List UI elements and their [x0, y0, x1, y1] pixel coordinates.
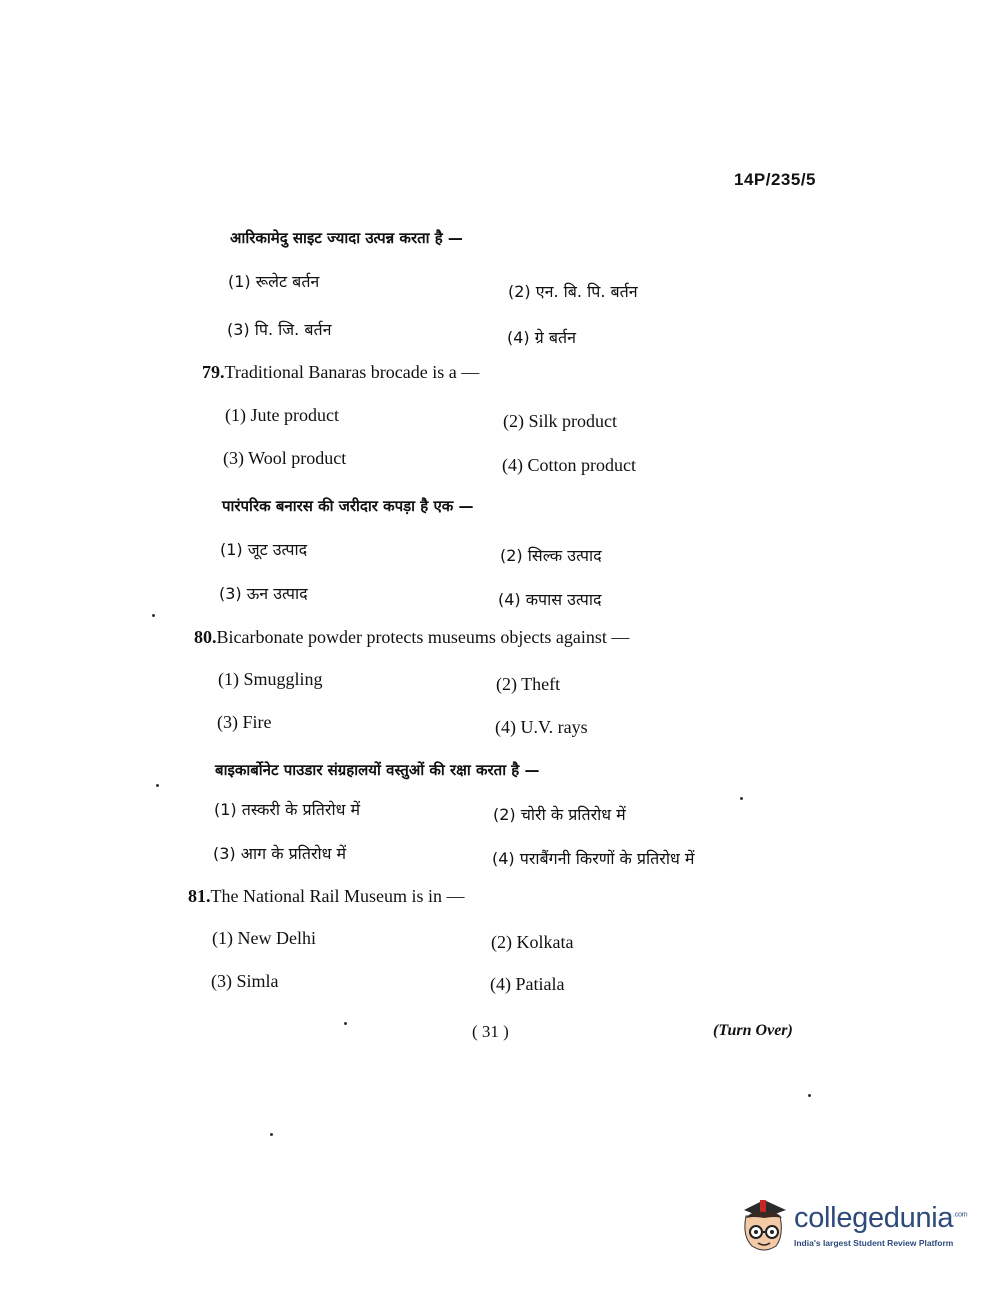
- scan-speck: [808, 1094, 811, 1097]
- question-stem-hindi: आरिकामेदु साइट ज्यादा उत्पन्न करता है —: [230, 229, 463, 247]
- question-number: 80.: [194, 627, 217, 647]
- question-text: Bicarbonate powder protects museums objects against —: [216, 627, 630, 647]
- option-2: (2) Kolkata: [491, 932, 574, 952]
- option-3: (3) Fire: [217, 712, 272, 732]
- turn-over-note: (Turn Over): [713, 1022, 793, 1039]
- scan-speck: [740, 797, 743, 800]
- brand-suffix: .com: [953, 1211, 968, 1219]
- option-2-hindi: (2) चोरी के प्रतिरोध में: [493, 805, 626, 824]
- question-stem: [194, 627, 629, 648]
- option-3-hindi: (3) ऊन उत्पाद: [219, 584, 308, 603]
- option-4: (4) U.V. rays: [495, 717, 588, 737]
- brand-tagline: India's largest Student Review Platform: [794, 1238, 954, 1248]
- collegedunia-watermark: [736, 1196, 966, 1260]
- question-stem-hindi: बाइकार्बोनेट पाउडार संग्रहालयों वस्तुओं की रक्षा करता है —: [215, 761, 540, 779]
- option-2-hindi: (2) सिल्क उत्पाद: [500, 546, 602, 565]
- question-stem: [202, 362, 479, 383]
- option-1: (1) New Delhi: [212, 928, 316, 948]
- option-1-hindi: (1) जूट उत्पाद: [220, 540, 308, 559]
- option-3: (3) Simla: [211, 971, 279, 991]
- option-3-hindi: (3) आग के प्रतिरोध में: [213, 844, 347, 863]
- scan-speck: [270, 1133, 273, 1136]
- option-4: (4) Patiala: [490, 974, 565, 994]
- scan-speck: [156, 784, 159, 787]
- option-1: (1) Smuggling: [218, 669, 323, 689]
- option-2: (2) Silk product: [503, 411, 617, 431]
- question-text: The National Rail Museum is in —: [210, 886, 465, 906]
- option-2: (2) Theft: [496, 674, 561, 694]
- option-4-hindi: (4) पराबैंगनी किरणों के प्रतिरोध में: [492, 849, 695, 868]
- question-number: 79.: [202, 362, 225, 382]
- option-3: (3) Wool product: [223, 448, 347, 468]
- question-stem: [188, 886, 464, 907]
- option-2: (2) एन. बि. पि. बर्तन: [508, 282, 638, 301]
- option-4: (4) ग्रे बर्तन: [507, 328, 576, 347]
- option-1-hindi: (1) तस्करी के प्रतिरोध में: [214, 800, 361, 819]
- paper-code: 14P/235/5: [734, 170, 817, 189]
- scan-speck: [344, 1022, 347, 1025]
- question-text: Traditional Banaras brocade is a —: [224, 362, 480, 382]
- option-4-hindi: (4) कपास उत्पाद: [498, 590, 602, 609]
- option-1: (1) Jute product: [225, 405, 339, 425]
- question-number: 81.: [188, 886, 211, 906]
- scan-speck: [152, 614, 155, 617]
- student-mascot-icon: [736, 1196, 792, 1256]
- option-4: (4) Cotton product: [502, 455, 636, 475]
- brand-name: [794, 1202, 967, 1235]
- question-stem-hindi: पारंपरिक बनारस की जरीदार कपड़ा है एक —: [222, 497, 474, 515]
- option-1: (1) रूलेट बर्तन: [228, 272, 320, 291]
- option-3: (3) पि. जि. बर्तन: [227, 320, 332, 339]
- brand-text: collegedunia: [794, 1202, 954, 1234]
- page-number: ( 31 ): [472, 1022, 509, 1041]
